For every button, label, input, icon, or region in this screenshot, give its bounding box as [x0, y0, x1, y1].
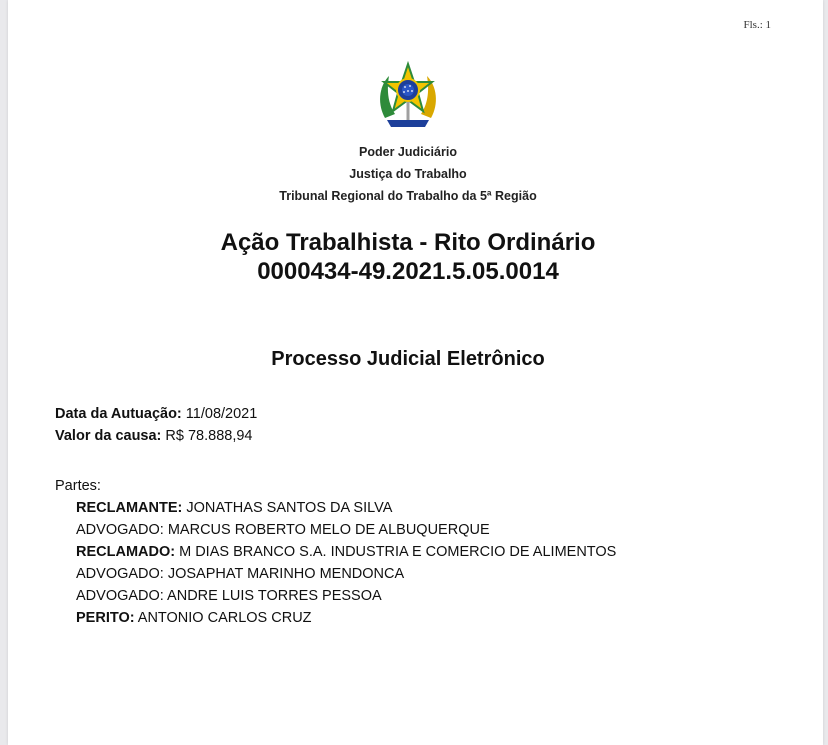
- party-name: ANTONIO CARLOS CRUZ: [134, 610, 312, 626]
- document-subtitle: Processo Judicial Eletrônico: [271, 348, 545, 370]
- party-row: [55, 585, 616, 607]
- party-row: [55, 563, 616, 585]
- party-role: ADVOGADO:: [76, 588, 164, 604]
- party-role: PERITO:: [76, 610, 135, 626]
- valor-causa-label: Valor da causa:: [55, 428, 162, 444]
- party-row: [55, 519, 616, 541]
- party-row: [55, 607, 616, 629]
- case-metadata: [55, 403, 257, 447]
- folio-number: Fls.: 1: [743, 19, 771, 31]
- parties-list: [55, 497, 616, 629]
- party-name: JOSAPHAT MARINHO MENDONCA: [163, 566, 405, 582]
- party-row: [55, 497, 616, 519]
- autuacao-label: Data da Autuação:: [55, 406, 182, 422]
- court-header-line-1: Poder Judiciário: [359, 145, 457, 159]
- party-role: ADVOGADO:: [76, 522, 164, 538]
- autuacao-row: [55, 403, 257, 425]
- court-header-line-2: Justiça do Trabalho: [349, 167, 467, 181]
- party-name: M DIAS BRANCO S.A. INDUSTRIA E COMERCIO DE ALIMENTOS: [175, 544, 617, 560]
- case-type: Ação Trabalhista - Rito Ordinário: [220, 229, 596, 256]
- case-number: 0000434-49.2021.5.05.0014: [257, 258, 559, 285]
- party-name: MARCUS ROBERTO MELO DE ALBUQUERQUE: [163, 522, 490, 538]
- party-name: JONATHAS SANTOS DA SILVA: [182, 500, 393, 516]
- parties-heading: Partes:: [55, 478, 101, 494]
- valor-causa-row: [55, 425, 257, 447]
- autuacao-value: 11/08/2021: [185, 406, 258, 422]
- party-role: RECLAMADO:: [76, 544, 176, 560]
- court-header: [8, 141, 808, 207]
- party-role: RECLAMANTE:: [76, 500, 183, 516]
- party-row: [55, 541, 616, 563]
- party-name: ANDRE LUIS TORRES PESSOA: [163, 588, 382, 604]
- case-title: [8, 228, 808, 286]
- valor-causa-value: R$ 78.888,94: [165, 428, 253, 444]
- party-role: ADVOGADO:: [76, 566, 164, 582]
- court-header-line-3: Tribunal Regional do Trabalho da 5ª Região: [279, 189, 537, 203]
- document-page: [8, 0, 823, 745]
- brazil-coat-of-arms-icon: [375, 60, 441, 132]
- parties-section: [55, 475, 616, 629]
